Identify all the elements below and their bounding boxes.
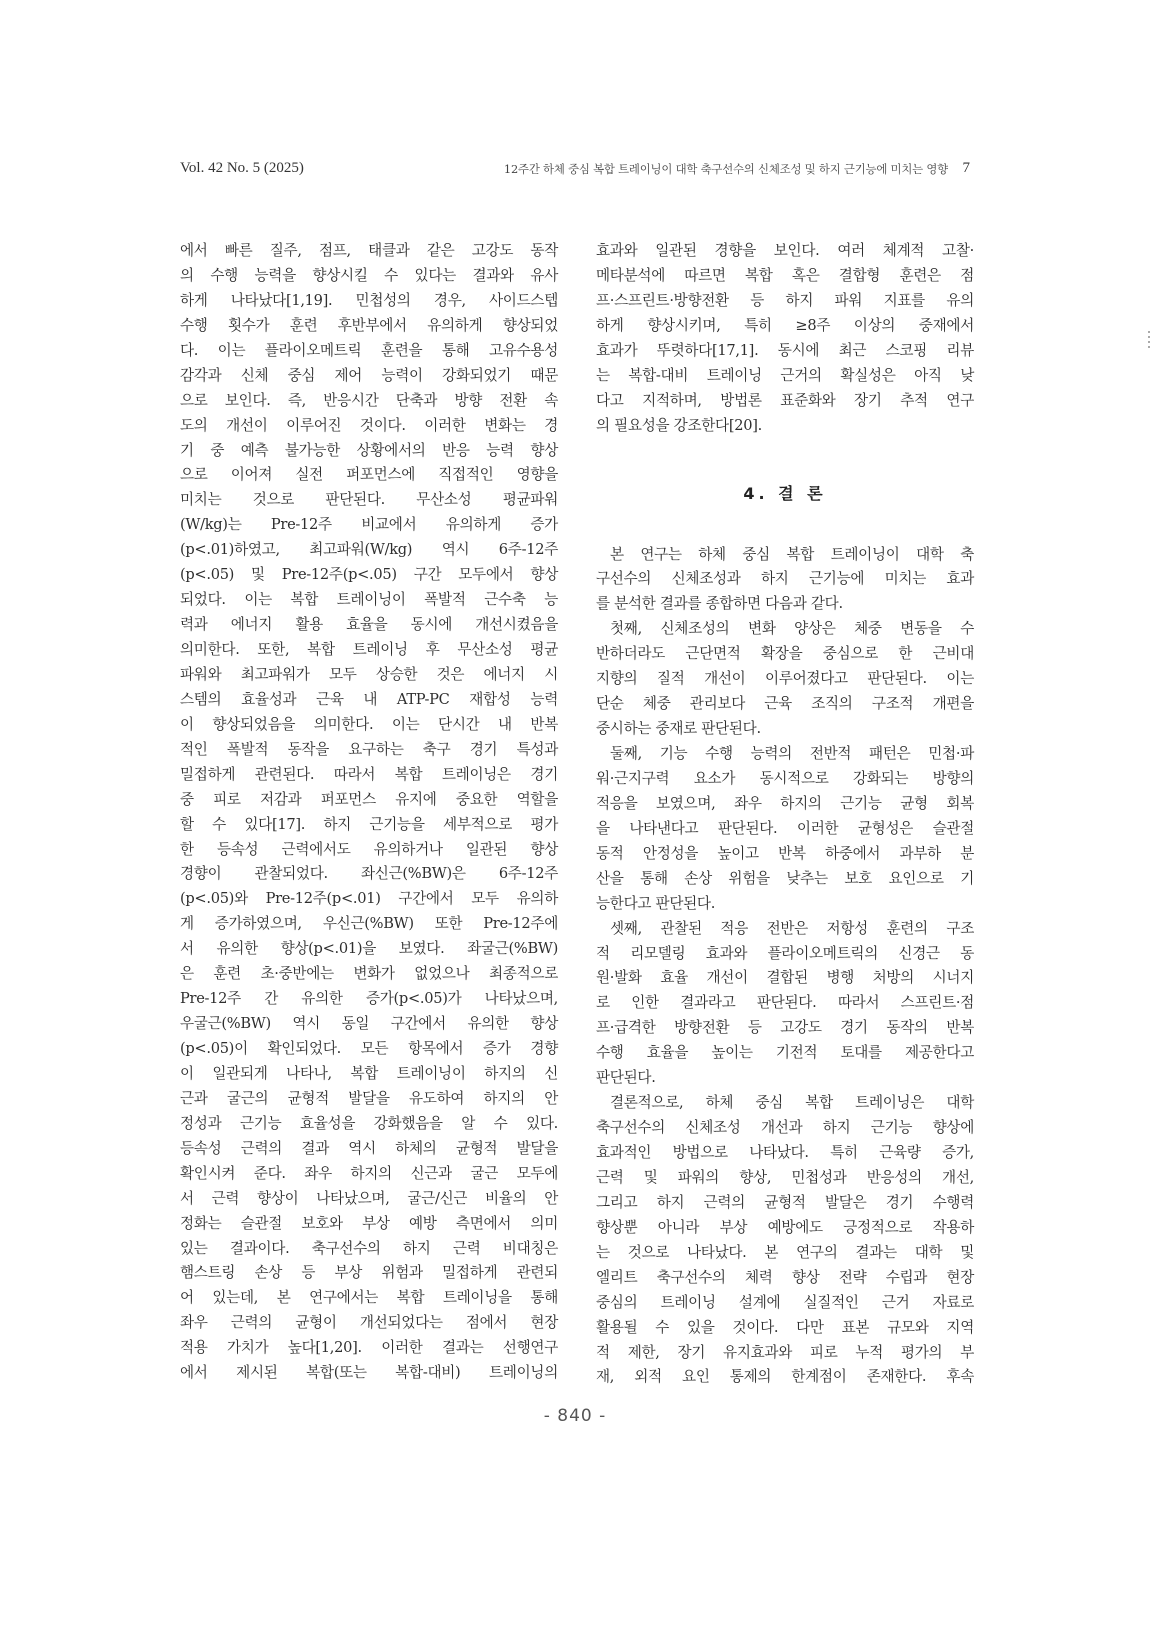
text-line: (p<.05)와 Pre-12주(p<.01) 구간에서 모두 유의하	[180, 890, 558, 908]
text-line: 중심의 트레이닝 설계에 실질적인 근거 자료로	[596, 1293, 974, 1311]
text-line: 효과가 뚜렷하다[17,1]. 동시에 최근 스코핑 리뷰	[596, 341, 974, 359]
text-line: 좌우 근력의 균형이 개선되었다는 점에서 현장	[180, 1314, 558, 1332]
text-line: 는 것으로 나타났다. 본 연구의 결과는 대학 및	[596, 1243, 974, 1261]
paragraph	[596, 742, 974, 917]
text-line: 향상뿐 아니라 부상 예방에도 긍정적으로 작용하	[596, 1218, 974, 1236]
text-line: 이 향상되었음을 의미한다. 이는 단시간 내 반복	[180, 715, 558, 733]
text-line: 중 피로 저감과 퍼포먼스 유지에 중요한 역할을	[180, 790, 558, 808]
text-line: 하게 나타났다[1,19]. 민첩성의 경우, 사이드스텝	[180, 291, 558, 309]
text-line: 다고 지적하며, 방법론 표준화와 장기 추적 연구	[596, 391, 974, 409]
conclusion-body	[596, 543, 974, 1391]
text-line: 메타분석에 따르면 복합 혹은 결합형 훈련은 점	[596, 266, 974, 284]
text-line: 수행 횟수가 훈련 후반부에서 유의하게 향상되었	[180, 316, 558, 334]
left-column	[180, 239, 558, 1386]
text-line: 스템의 효율성과 근육 내 ATP-PC 재합성 능력	[180, 690, 558, 708]
text-line: 다. 이는 플라이오메트릭 훈련을 통해 고유수용성	[180, 341, 558, 359]
text-line: 은 훈련 초·중반에는 변화가 없었으나 최종적으로	[180, 965, 558, 983]
text-line: 효과와 일관된 경향을 보인다. 여러 체계적 고찰·	[596, 242, 974, 259]
text-line: 동적 안정성을 높이고 반복 하중에서 과부하 분	[596, 844, 974, 862]
text-line: (p<.05)이 확인되었다. 모든 항목에서 증가 경향	[180, 1040, 558, 1057]
paragraph	[596, 917, 974, 1092]
text-line: 의미한다. 또한, 복합 트레이닝 후 무산소성 평균	[180, 641, 558, 658]
text-line: 효과적인 방법으로 나타났다. 특히 근육량 증가,	[596, 1144, 974, 1161]
text-line: 등속성 근력의 결과 역시 하체의 균형적 발달을	[180, 1139, 558, 1157]
text-line: 축구선수의 신체조성 개선과 하지 근기능 향상에	[596, 1119, 974, 1137]
text-line: 경향이 관찰되었다. 좌신근(%BW)은 6주-12주	[180, 865, 558, 883]
text-line: 미치는 것으로 판단된다. 무산소성 평균파워	[180, 491, 558, 509]
text-line: Pre-12주 간 유의한 증가(p<.05)가 나타났으며,	[180, 990, 558, 1008]
text-line: 어 있는데, 본 연구에서는 복합 트레이닝을 통해	[180, 1289, 558, 1307]
text-line: 활용될 수 있을 것이다. 다만 표본 규모와 지역	[596, 1318, 974, 1336]
text-line: (W/kg)는 Pre-12주 비교에서 유의하게 증가	[180, 516, 558, 534]
text-line: 근과 굴근의 균형적 발달을 유도하여 하지의 안	[180, 1089, 558, 1107]
text-line: 둘째, 기능 수행 능력의 전반적 패턴은 민첩·파	[610, 745, 974, 762]
text-line: 우굴근(%BW) 역시 동일 구간에서 유의한 향상	[180, 1015, 558, 1033]
text-line: 프·스프린트·방향전환 등 하지 파워 지표를 유의	[596, 291, 974, 309]
text-line: 적응을 보였으며, 좌우 하지의 근기능 균형 회복	[596, 794, 974, 812]
text-line: 서 유의한 향상(p<.01)을 보였다. 좌굴근(%BW)	[180, 940, 558, 958]
text-line: 산을 통해 손상 위험을 낮추는 보호 요인으로 기	[596, 869, 974, 887]
text-line: 파워와 최고파워가 모두 상승한 것은 에너지 시	[180, 665, 558, 683]
text-line: 감각과 신체 중심 제어 능력이 강화되었기 때문	[180, 366, 558, 384]
paragraph	[596, 543, 974, 618]
text-line: 적 리모델링 효과와 플라이오메트릭의 신경근 동	[596, 944, 974, 962]
header-page-number: 7	[962, 160, 970, 176]
text-line: 기 중 예측 불가능한 상황에서의 반응 능력 향상	[180, 441, 558, 459]
text-line: 셋째, 관찰된 적응 전반은 저항성 훈련의 구조	[610, 919, 974, 937]
text-line: 적인 폭발적 동작을 요구하는 축구 경기 특성과	[180, 740, 558, 758]
text-line: 할 수 있다[17]. 하지 근기능을 세부적으로 평가	[180, 815, 558, 833]
text-line: 정성과 근기능 효율성을 강화했음을 알 수 있다.	[180, 1114, 558, 1132]
text-line: 있는 결과이다. 축구선수의 하지 근력 비대칭은	[180, 1239, 558, 1257]
text-line: (p<.05) 및 Pre-12주(p<.05) 구간 모두에서 향상	[180, 566, 558, 584]
text-line: 력과 에너지 활용 효율을 동시에 개선시켰음을	[180, 616, 558, 634]
text-line: 확인시켜 준다. 좌우 하지의 신근과 굴근 모두에	[180, 1164, 558, 1182]
section-heading-conclusion: 4. 결 론	[743, 483, 827, 503]
page-folio: - 840 -	[543, 1406, 607, 1426]
text-line: 도의 개선이 이루어진 것이다. 이러한 변화는 경	[180, 416, 558, 434]
text-line: 첫째, 신체조성의 변화 양상은 체중 변동을 수	[610, 620, 974, 638]
text-line: 결론적으로, 하체 중심 복합 트레이닝은 대학	[610, 1094, 974, 1112]
text-line: 한 등속성 근력에서도 유의하거나 일관된 향상	[180, 840, 558, 858]
text-line: 지향의 질적 개선이 이루어졌다고 판단된다. 이는	[596, 670, 974, 688]
text-line: 재, 외적 요인 통제의 한계점이 존재한다. 후속	[596, 1368, 974, 1386]
paragraph	[596, 1091, 974, 1390]
text-line: 반하더라도 근단면적 확장을 중심으로 한 근비대	[596, 645, 974, 663]
text-line: 햄스트링 손상 등 부상 위험과 밀접하게 관련되	[180, 1264, 558, 1282]
text-line: 적용 가치가 높다[1,20]. 이러한 결과는 선행연구	[180, 1339, 558, 1357]
text-line: 단순 체중 관리보다 근육 조직의 구조적 개편을	[596, 695, 974, 713]
text-line: 를 분석한 결과를 종합하면 다음과 같다.	[596, 595, 843, 613]
text-line: 으로 보인다. 즉, 반응시간 단축과 방향 전환 속	[180, 391, 558, 409]
text-line: 되었다. 이는 복합 트레이닝이 폭발적 근수축 능	[180, 591, 558, 609]
text-line: 워·근지구력 요소가 동시적으로 강화되는 방향의	[596, 769, 974, 787]
text-line: 에서 제시된 복합(또는 복합-대비) 트레이닝의	[180, 1364, 558, 1382]
text-line: 근력 및 파워의 향상, 민첩성과 반응성의 개선,	[596, 1168, 974, 1186]
right-column	[596, 239, 974, 1390]
journal-volume: Vol. 42 No. 5 (2025)	[180, 160, 304, 176]
text-line: 본 연구는 하체 중심 복합 트레이닝이 대학 축	[610, 545, 974, 563]
text-line: 로 인한 결과라고 판단된다. 따라서 스프린트·점	[596, 994, 974, 1012]
text-line: 서 근력 향상이 나타났으며, 굴근/신근 비율의 안	[180, 1189, 558, 1207]
text-line: 원·발화 효율 개선이 결합된 병행 처방의 시너지	[596, 969, 974, 987]
text-line: 으로 이어져 실전 퍼포먼스에 직접적인 영향을	[180, 466, 558, 484]
text-line: 적 제한, 장기 유지효과와 피로 누적 평가의 부	[596, 1343, 974, 1361]
text-line: 판단된다.	[596, 1069, 656, 1087]
text-line: 밀접하게 관련된다. 따라서 복합 트레이닝은 경기	[180, 765, 558, 783]
text-line: 의 필요성을 강조한다[20].	[596, 416, 762, 434]
text-line: 는 복합-대비 트레이닝 근거의 확실성은 아직 낮	[596, 366, 974, 384]
text-line: 그리고 하지 근력의 균형적 발달은 경기 수행력	[596, 1193, 974, 1211]
text-line: 수행 효율을 높이는 기전적 토대를 제공한다고	[596, 1044, 974, 1062]
text-line: 에서 빠른 질주, 점프, 태클과 같은 고강도 동작	[180, 242, 558, 259]
text-line: 하게 향상시키며, 특히 ≥8주 이상의 중재에서	[596, 316, 974, 334]
text-line: 구선수의 신체조성과 하지 근기능에 미치는 효과	[596, 570, 974, 588]
text-line: 이 일관되게 나타나, 복합 트레이닝이 하지의 신	[180, 1064, 558, 1082]
text-line: (p<.01)하였고, 최고파워(W/kg) 역시 6주-12주	[180, 541, 558, 559]
text-line: 능한다고 판단된다.	[596, 894, 716, 912]
paragraph	[596, 617, 974, 742]
intro-continuation	[596, 239, 974, 439]
running-header	[180, 160, 970, 184]
text-line: 중시하는 중재로 판단된다.	[596, 720, 761, 738]
text-line: 엘리트 축구선수의 체력 향상 전략 수립과 현장	[596, 1268, 974, 1286]
running-title: 12주간 하체 중심 복합 트레이닝이 대학 축구선수의 신체조성 및 하지 근기능에 미치는 영향	[503, 162, 948, 176]
text-line: 게 증가하였으며, 우신근(%BW) 또한 Pre-12주에	[180, 915, 558, 933]
text-line: 정화는 슬관절 보호와 부상 예방 측면에서 의미	[180, 1214, 558, 1232]
text-line: 을 나타낸다고 판단된다. 이러한 균형성은 슬관절	[596, 819, 974, 837]
cropped-footer-text	[340, 1620, 1020, 1626]
text-line: 프·급격한 방향전환 등 고강도 경기 동작의 반복	[596, 1019, 974, 1037]
text-line: 의 수행 능력을 향상시킬 수 있다는 결과와 유사	[180, 266, 558, 284]
